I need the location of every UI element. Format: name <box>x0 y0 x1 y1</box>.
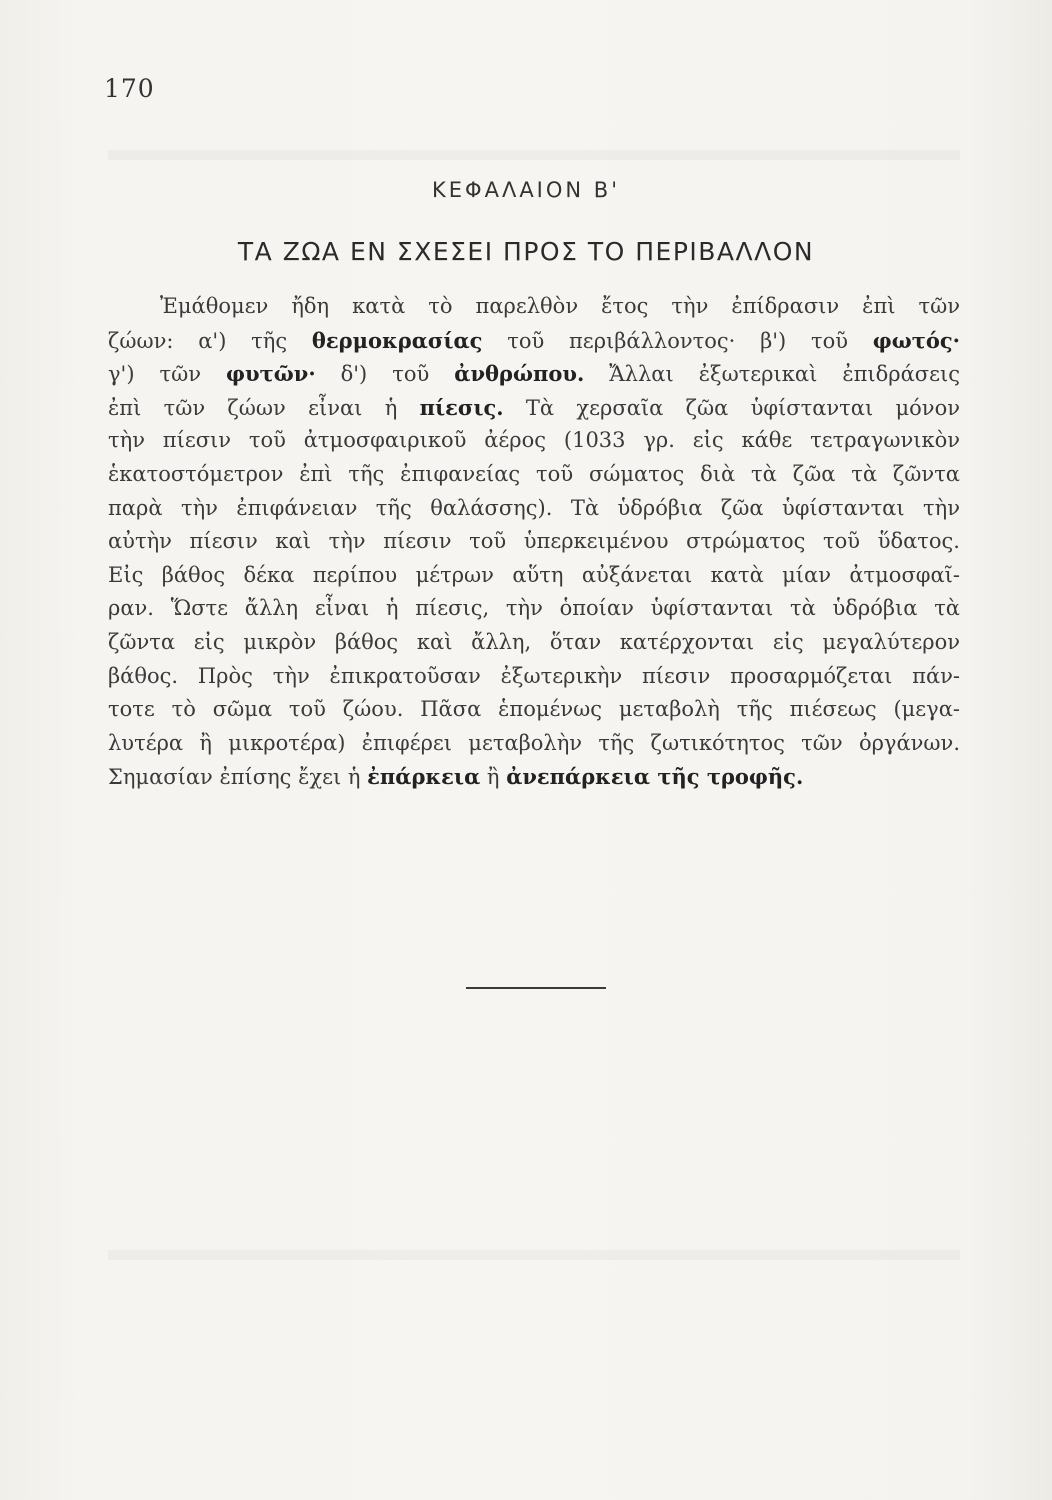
text-run: ζῶντα εἰς μικρὸν βάθος καὶ ἄλλη, ὅταν κατέρχονται εἰς μεγαλύτερον <box>108 629 960 654</box>
text-line <box>108 626 960 660</box>
text-run: Εἰς βάθος δέκα περίπου μέτρων αὕτη αὐξάνεται κατὰ μίαν ἀτμοσφαῖ- <box>108 562 960 587</box>
text-run: ραν. Ὥστε ἄλλη εἶναι ἡ πίεσις, τὴν ὁποίαν ὑφίστανται τὰ ὑδρόβια τὰ <box>108 596 960 621</box>
text-run: τοτε τὸ σῶμα τοῦ ζώου. Πᾶσα ἑπομένως μεταβολὴ τῆς πιέσεως (μεγα- <box>108 697 960 722</box>
text-run: βάθος. Πρὸς τὴν ἐπικρατοῦσαν ἐξωτερικὴν πίεσιν προσαρμόζεται πάν- <box>108 663 960 688</box>
text-run: Ἄλλαι ἐξωτερικαὶ ἐπιδράσεις <box>584 362 960 387</box>
text-line <box>108 727 960 761</box>
text-run: ἢ <box>480 765 507 790</box>
text-line <box>108 492 960 526</box>
text-line <box>108 424 960 458</box>
bleed-through-shadow <box>108 150 960 160</box>
text-run: δ') τοῦ <box>315 362 455 387</box>
section-divider-rule <box>466 987 606 989</box>
text-run: γ') τῶν <box>108 362 227 387</box>
text-run: ζώων: α') τῆς <box>108 328 312 353</box>
bold-term: ἐπάρκεια <box>367 764 481 790</box>
bold-term: ἀνεπάρκεια τῆς τροφῆς. <box>506 764 804 790</box>
chapter-title: ΤΑ ΖΩΑ ΕΝ ΣΧΕΣΕΙ ΠΡΟΣ ΤΟ ΠΕΡΙΒΑΛΛΟΝ <box>237 237 815 266</box>
text-run: λυτέρα ἢ μικροτέρα) ἐπιφέρει μεταβολὴν τῆς ζωτικότητος τῶν ὀργάνων. <box>108 730 960 755</box>
text-run: τοῦ περιβάλλοντος· β') τοῦ <box>482 328 873 353</box>
text-line <box>108 324 960 358</box>
text-run: παρὰ τὴν ἐπιφάνειαν τῆς θαλάσσης). Τὰ ὑδρόβια ζῶα ὑφίστανται τὴν <box>108 495 960 520</box>
bold-term: φωτός· <box>872 327 960 353</box>
text-line <box>108 391 960 425</box>
text-line <box>108 525 960 559</box>
bold-term: πίεσις. <box>419 394 504 420</box>
text-line <box>108 592 960 626</box>
text-line <box>108 760 960 794</box>
text-line <box>108 660 960 694</box>
text-line <box>108 458 960 492</box>
text-run: Ἐμάθομεν ἤδη κατὰ τὸ παρελθὸν ἔτος τὴν ἐπίδρασιν ἐπὶ τῶν <box>160 294 960 318</box>
text-run: αὐτὴν πίεσιν καὶ τὴν πίεσιν τοῦ ὑπερκειμένου στρώματος τοῦ ὕδατος. <box>108 529 960 554</box>
text-line <box>108 559 960 593</box>
text-line <box>108 357 960 391</box>
bold-term: φυτῶν· <box>226 361 316 387</box>
text-line <box>108 290 960 324</box>
text-line <box>108 693 960 727</box>
bleed-through-shadow <box>108 1250 960 1260</box>
chapter-label: ΚΕΦΑΛΑΙΟΝ Β' <box>432 178 620 202</box>
bold-term: θερμοκρασίας <box>311 327 483 353</box>
text-run: Σημασίαν ἐπίσης ἔχει ἡ <box>108 765 368 790</box>
body-paragraph <box>108 290 960 794</box>
text-run: ἑκατοστόμετρον ἐπὶ τῆς ἐπιφανείας τοῦ σώματος διὰ τὰ ζῶα τὰ ζῶντα <box>108 461 960 486</box>
bold-term: ἀνθρώπου. <box>454 361 585 387</box>
page-number: 170 <box>104 74 155 103</box>
text-run: ἐπὶ τῶν ζώων εἶναι ἡ <box>108 395 420 420</box>
text-run: Τὰ χερσαῖα ζῶα ὑφίστανται μόνον <box>503 395 960 420</box>
text-run: τὴν πίεσιν τοῦ ἀτμοσφαιρικοῦ ἀέρος (1033 γρ. εἰς κάθε τετραγωνικὸν <box>108 428 960 453</box>
